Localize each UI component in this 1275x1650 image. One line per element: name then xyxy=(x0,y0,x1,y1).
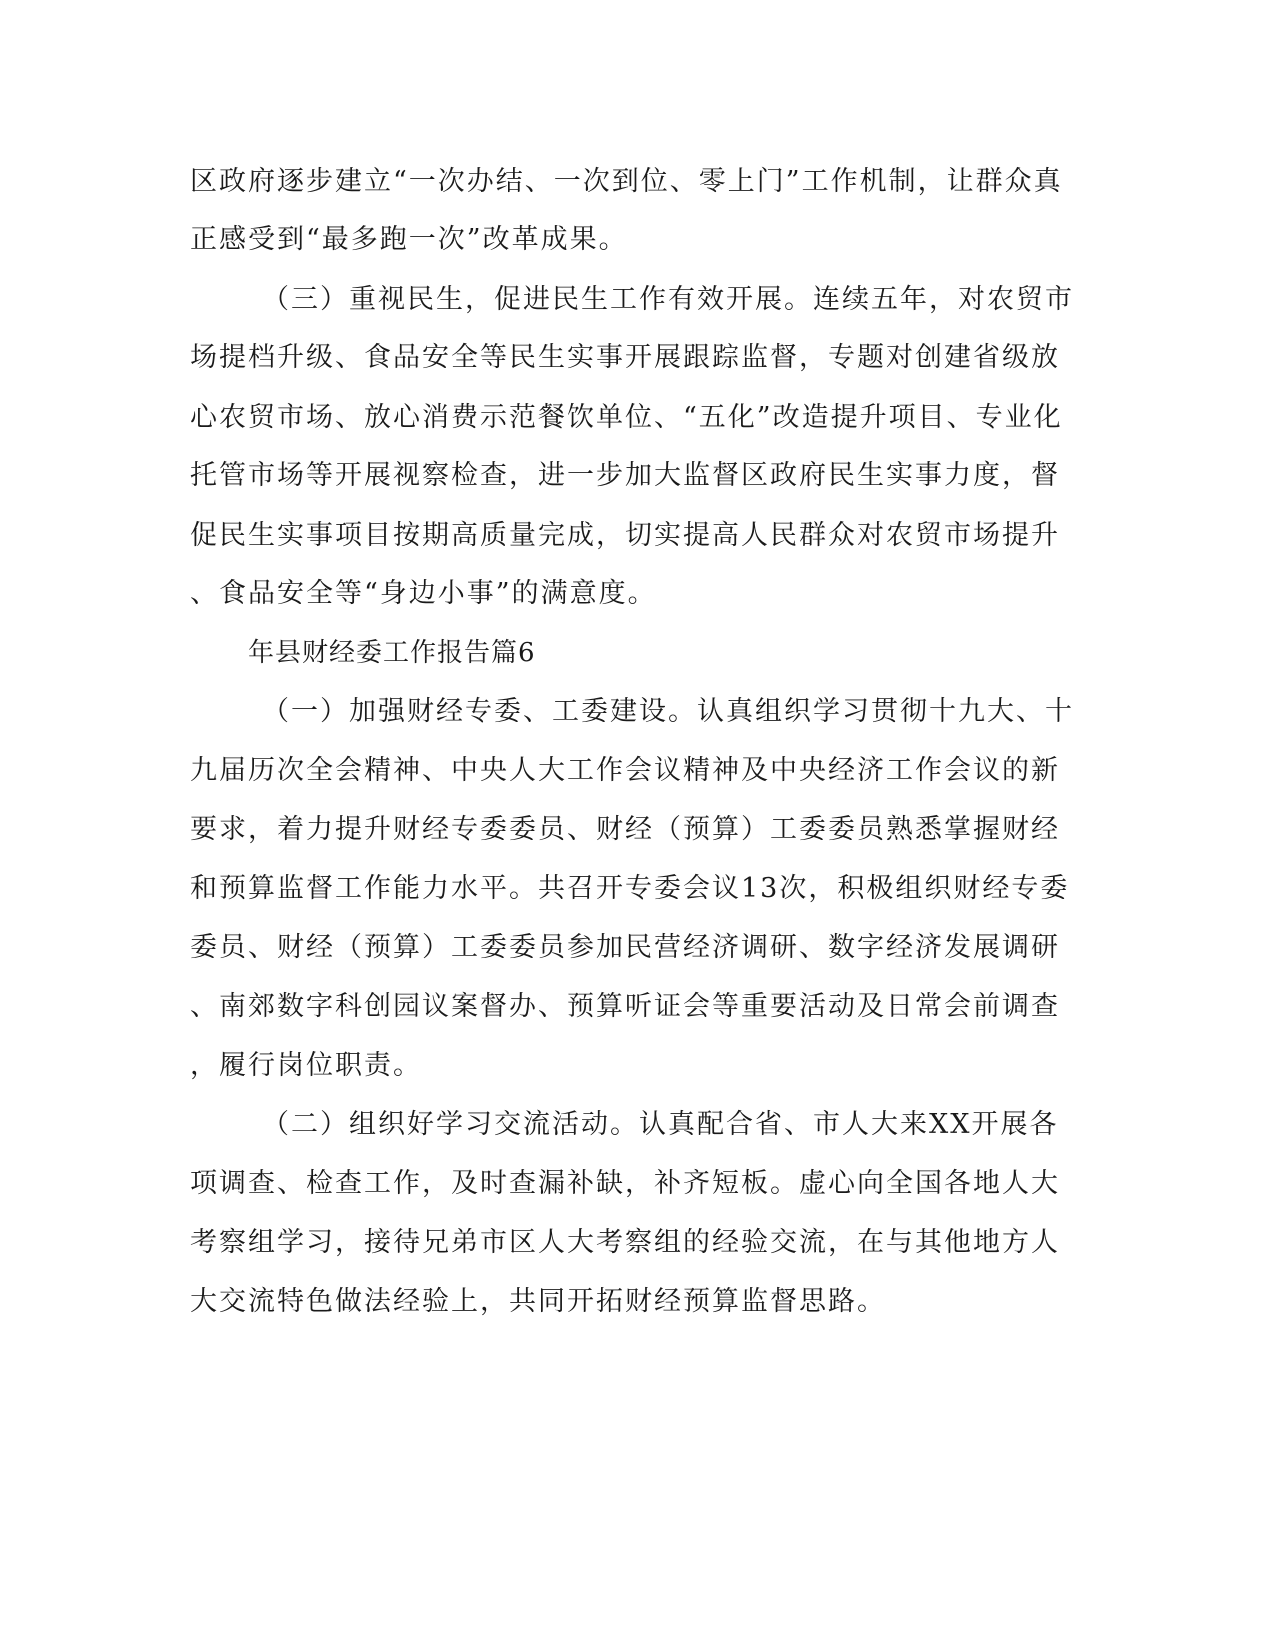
body-text-line: 九届历次全会精神、中央人大工作会议精神及中央经济工作会议的新 xyxy=(190,755,1060,786)
body-text-line: 、食品安全等“身边小事”的满意度。 xyxy=(190,578,657,609)
body-text-line: 场提档升级、食品安全等民生实事开展跟踪监督，专题对创建省级放 xyxy=(190,342,1060,373)
paragraph-one-start: （一）加强财经专委、工委建设。认真组织学习贯彻十九大、十 xyxy=(262,696,1074,727)
body-text-line: 心农贸市场、放心消费示范餐饮单位、“五化”改造提升项目、专业化 xyxy=(190,402,1063,433)
body-text-line: 项调查、检查工作，及时查漏补缺，补齐短板。虚心向全国各地人大 xyxy=(190,1168,1060,1199)
paragraph-two-start: （二）组织好学习交流活动。认真配合省、市人大来XX开展各 xyxy=(262,1109,1059,1140)
body-text-line: 区政府逐步建立“一次办结、一次到位、零上门”工作机制，让群众真 xyxy=(190,166,1063,197)
body-text-line: 委员、财经（预算）工委委员参加民营经济调研、数字经济发展调研 xyxy=(190,932,1060,963)
body-text-line: 考察组学习，接待兄弟市区人大考察组的经验交流，在与其他地方人 xyxy=(190,1227,1060,1258)
body-text-line: ，履行岗位职责。 xyxy=(190,1050,422,1081)
body-text-line: 和预算监督工作能力水平。共召开专委会议13次，积极组织财经专委 xyxy=(190,873,1070,904)
section-heading: 年县财经委工作报告篇6 xyxy=(248,638,536,668)
body-text-line: 托管市场等开展视察检查，进一步加大监督区政府民生实事力度，督 xyxy=(190,460,1060,491)
body-text-line: 大交流特色做法经验上，共同开拓财经预算监督思路。 xyxy=(190,1286,886,1317)
body-text-line: 、南郊数字科创园议案督办、预算听证会等重要活动及日常会前调查 xyxy=(190,991,1060,1022)
body-text-line: 正感受到“最多跑一次”改革成果。 xyxy=(190,224,628,255)
body-text-line: 促民生实事项目按期高质量完成，切实提高人民群众对农贸市场提升 xyxy=(190,520,1060,551)
body-text-line: 要求，着力提升财经专委委员、财经（预算）工委委员熟悉掌握财经 xyxy=(190,814,1060,845)
paragraph-three-start: （三）重视民生，促进民生工作有效开展。连续五年，对农贸市 xyxy=(262,284,1074,315)
